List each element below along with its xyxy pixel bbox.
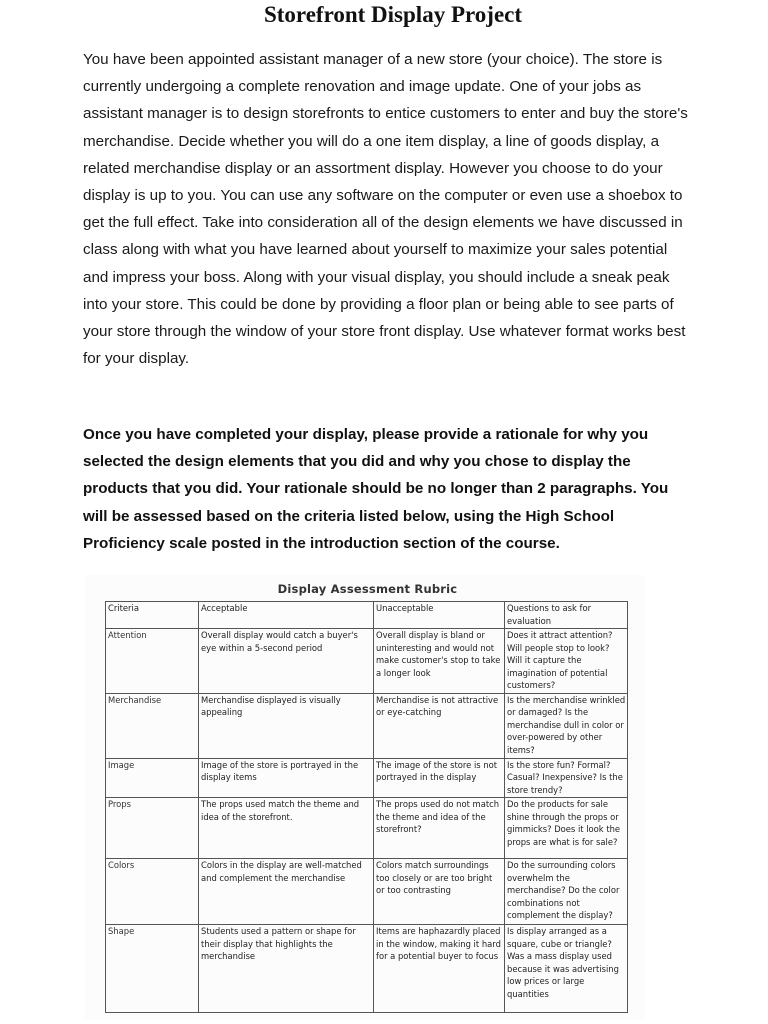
header-acceptable: Acceptable bbox=[199, 602, 374, 629]
acceptable-cell: Overall display would catch a buyer's eye within a 5-second period bbox=[199, 629, 374, 694]
unacceptable-cell: Items are haphazardly placed in the window, making it hard for a potential buyer to focus bbox=[374, 925, 505, 1013]
rubric-header-row bbox=[106, 602, 628, 629]
rubric-image bbox=[85, 575, 645, 1020]
rubric-title: Display Assessment Rubric bbox=[277, 582, 458, 596]
intro-paragraph: You have been appointed assistant manager of a new store (your choice). The store is currently undergoing a complete renovation and image update. One of your jobs as assistant manager is to design storefronts to entice customers to enter and buy the store's merchandise. Decide whether you will do a one item display, a line of goods display, a related merchandise display or an assortment display. However you choose to do your display is up to you. You can use any software on the computer or even use a shoebox to get the full effect. Take into consideration all of the design elements we have discussed in class along with what you have learned about yourself to maximize your sales potential and impress your boss. Along with your visual display, you should include a sneak peak into your store. This could be done by providing a floor plan or being able to see parts of your store through the window of your store front display. Use whatever format works best for your display. bbox=[83, 51, 688, 368]
rubric-table bbox=[105, 601, 628, 1013]
acceptable-cell: Image of the store is portrayed in the display items bbox=[199, 758, 374, 798]
questions-cell: Is the store fun? Formal? Casual? Inexpensive? Is the store trendy? bbox=[505, 758, 628, 798]
acceptable-cell: Merchandise displayed is visually appealing bbox=[199, 693, 374, 758]
criteria-cell: Shape bbox=[106, 925, 199, 1013]
table-row bbox=[106, 758, 628, 798]
header-questions: Questions to ask for evaluation bbox=[505, 602, 628, 629]
table-row bbox=[106, 798, 628, 859]
criteria-cell: Props bbox=[106, 798, 199, 859]
questions-cell: Is display arranged as a square, cube or triangle? Was a mass display used because it was advertising low prices or large quantities bbox=[505, 925, 628, 1013]
header-unacceptable: Unacceptable bbox=[374, 602, 505, 629]
acceptable-cell: The props used match the theme and idea of the storefront. bbox=[199, 798, 374, 859]
criteria-cell: Image bbox=[106, 758, 199, 798]
questions-cell: Do the products for sale shine through the props or gimmicks? Does it look the props are what is for sale? bbox=[505, 798, 628, 859]
unacceptable-cell: The image of the store is not portrayed in the display bbox=[374, 758, 505, 798]
questions-cell: Is the merchandise wrinkled or damaged? Is the merchandise dull in color or over-powered by other items? bbox=[505, 693, 628, 758]
acceptable-cell: Students used a pattern or shape for their display that highlights the merchandise bbox=[199, 925, 374, 1013]
page-title: Storefront Display Project bbox=[263, 2, 523, 27]
table-row bbox=[106, 925, 628, 1013]
header-criteria: Criteria bbox=[106, 602, 199, 629]
unacceptable-cell: Colors match surroundings too closely or are too bright or too contrasting bbox=[374, 859, 505, 925]
unacceptable-cell: Overall display is bland or uninteresting and would not make customer's stop to take a longer look bbox=[374, 629, 505, 694]
questions-cell: Does it attract attention? Will people stop to look? Will it capture the imagination of potential customers? bbox=[505, 629, 628, 694]
criteria-cell: Attention bbox=[106, 629, 199, 694]
table-row bbox=[106, 629, 628, 694]
unacceptable-cell: Merchandise is not attractive or eye-catching bbox=[374, 693, 505, 758]
criteria-cell: Colors bbox=[106, 859, 199, 925]
acceptable-cell: Colors in the display are well-matched and complement the merchandise bbox=[199, 859, 374, 925]
criteria-cell: Merchandise bbox=[106, 693, 199, 758]
table-row bbox=[106, 859, 628, 925]
questions-cell: Do the surrounding colors overwhelm the merchandise? Do the color combinations not complement the display? bbox=[505, 859, 628, 925]
unacceptable-cell: The props used do not match the theme and idea of the storefront? bbox=[374, 798, 505, 859]
rationale-paragraph: Once you have completed your display, please provide a rationale for why you selected the design elements that you did and why you chose to display the products that you did. Your rationale should be no longer than 2 paragraphs. You will be assessed based on the criteria listed below, using the High School Proficiency scale posted in the introduction section of the course. bbox=[83, 426, 669, 552]
table-row bbox=[106, 693, 628, 758]
